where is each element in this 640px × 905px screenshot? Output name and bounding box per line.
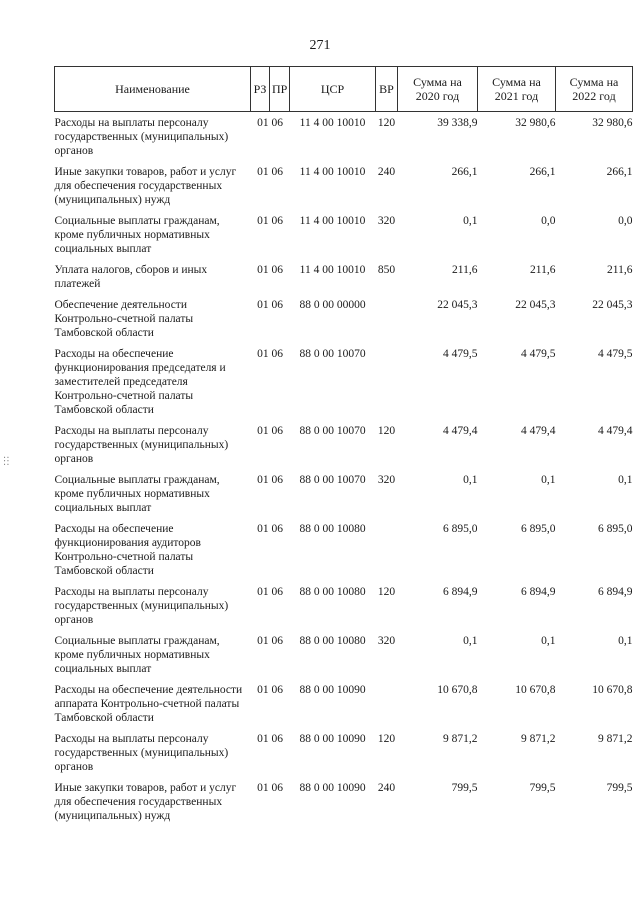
row-sum-2022-cell: 32 980,6 — [592, 117, 633, 129]
row-sum-2021-cell: 0,1 — [541, 474, 556, 486]
row-sum-2021-cell: 9 871,2 — [521, 733, 556, 745]
row-name-cell: Расходы на выплаты персоналу государственных (муниципальных) органов — [54, 425, 229, 465]
row-rzpr-cell: 01 06 — [257, 635, 283, 647]
header-sum-2022: Сумма на 2022 год — [556, 67, 633, 112]
row-sum-2022-cell: 10 670,8 — [592, 684, 633, 696]
header-name: Наименование — [55, 67, 251, 112]
table-row — [55, 210, 633, 259]
row-csr-cell: 88 0 00 10070 — [299, 348, 366, 360]
row-name-cell: Расходы на выплаты персоналу государственных (муниципальных) органов — [54, 117, 229, 157]
row-sum-2022-cell: 22 045,3 — [592, 299, 633, 311]
table-row — [55, 728, 633, 777]
row-name-cell: Социальные выплаты гражданам, кроме публичных нормативных социальных выплат — [54, 215, 220, 255]
table-row — [55, 630, 633, 679]
row-sum-2020-cell: 211,6 — [452, 264, 478, 276]
table-row — [55, 343, 633, 420]
row-vr-cell — [376, 294, 398, 343]
row-vr-cell: 120 — [377, 586, 396, 598]
row-sum-2022-cell: 6 895,0 — [598, 523, 633, 535]
row-sum-2020-cell: 22 045,3 — [437, 299, 478, 311]
row-rzpr-cell: 01 06 — [257, 733, 283, 745]
row-sum-2022-cell: 799,5 — [606, 782, 633, 794]
row-sum-2021-cell: 22 045,3 — [515, 299, 556, 311]
row-sum-2020-cell: 4 479,4 — [443, 425, 478, 437]
row-rzpr-cell: 01 06 — [257, 474, 283, 486]
row-name-cell: Обеспечение деятельности Контрольно-счетной палаты Тамбовской области — [54, 299, 194, 339]
table-row — [55, 469, 633, 518]
row-csr-cell: 88 0 00 10090 — [299, 684, 366, 696]
row-sum-2021-cell: 4 479,4 — [521, 425, 556, 437]
row-csr-cell: 88 0 00 00000 — [299, 299, 366, 311]
budget-table — [54, 66, 633, 826]
row-name-cell: Расходы на выплаты персоналу государственных (муниципальных) органов — [54, 733, 229, 773]
row-csr-cell: 11 4 00 10010 — [299, 264, 366, 276]
page-number: 271 — [309, 38, 331, 53]
row-rzpr-cell: 01 06 — [257, 782, 283, 794]
table-row — [55, 259, 633, 294]
row-sum-2022-cell: 0,0 — [618, 215, 633, 227]
row-sum-2021-cell: 10 670,8 — [515, 684, 556, 696]
row-vr-cell: 120 — [377, 117, 396, 129]
row-rzpr-cell: 01 06 — [257, 299, 283, 311]
row-rzpr-cell: 01 06 — [257, 348, 283, 360]
table-row — [55, 420, 633, 469]
header-pr: ПР — [270, 67, 290, 112]
row-rzpr-cell: 01 06 — [257, 425, 283, 437]
row-csr-cell: 88 0 00 10080 — [299, 635, 366, 647]
row-name-cell: Расходы на выплаты персоналу государственных (муниципальных) органов — [54, 586, 229, 626]
row-sum-2020-cell: 0,1 — [463, 215, 478, 227]
row-vr-cell — [376, 679, 398, 728]
row-csr-cell: 88 0 00 10080 — [299, 586, 366, 598]
row-sum-2020-cell: 799,5 — [451, 782, 478, 794]
row-sum-2021-cell: 266,1 — [529, 166, 556, 178]
table-row — [55, 777, 633, 826]
row-rzpr-cell: 01 06 — [257, 117, 283, 129]
row-csr-cell: 88 0 00 10080 — [299, 523, 366, 535]
table-row — [55, 294, 633, 343]
row-sum-2022-cell: 4 479,4 — [598, 425, 633, 437]
row-rzpr-cell: 01 06 — [257, 586, 283, 598]
header-csr: ЦСР — [290, 67, 376, 112]
row-rzpr-cell: 01 06 — [257, 684, 283, 696]
table-header-row — [55, 67, 633, 112]
table-row — [55, 161, 633, 210]
row-name-cell: Иные закупки товаров, работ и услуг для обеспечения государственных (муниципальных) нужд — [54, 782, 237, 822]
row-name-cell: Расходы на обеспечение функционирования председателя и заместителей председателя Контрольно-счетной палаты Тамбовской области — [54, 348, 226, 416]
row-sum-2021-cell: 0,1 — [541, 635, 556, 647]
row-sum-2022-cell: 9 871,2 — [598, 733, 633, 745]
row-sum-2022-cell: 0,1 — [618, 635, 633, 647]
row-name-cell: Расходы на обеспечение деятельности аппарата Контрольно-счетной палаты Тамбовской области — [54, 684, 243, 724]
row-sum-2020-cell: 39 338,9 — [437, 117, 478, 129]
row-vr-cell: 320 — [377, 474, 396, 486]
row-rzpr-cell: 01 06 — [257, 264, 283, 276]
row-vr-cell: 120 — [377, 733, 396, 745]
row-sum-2022-cell: 266,1 — [606, 166, 633, 178]
header-sum-2021: Сумма на 2021 год — [478, 67, 556, 112]
row-sum-2021-cell: 6 895,0 — [521, 523, 556, 535]
row-csr-cell: 11 4 00 10010 — [299, 215, 366, 227]
table-row — [55, 112, 633, 162]
row-vr-cell: 320 — [377, 635, 396, 647]
margin-mark: ::: — [2, 456, 12, 467]
row-csr-cell: 88 0 00 10070 — [299, 474, 366, 486]
row-sum-2021-cell: 32 980,6 — [515, 117, 556, 129]
row-sum-2020-cell: 9 871,2 — [443, 733, 478, 745]
row-sum-2021-cell: 0,0 — [541, 215, 556, 227]
row-sum-2021-cell: 799,5 — [529, 782, 556, 794]
header-rz: РЗ — [251, 67, 270, 112]
row-sum-2021-cell: 6 894,9 — [521, 586, 556, 598]
row-name-cell: Иные закупки товаров, работ и услуг для обеспечения государственных (муниципальных) нужд — [54, 166, 237, 206]
row-name-cell: Социальные выплаты гражданам, кроме публичных нормативных социальных выплат — [54, 474, 220, 514]
row-sum-2021-cell: 4 479,5 — [521, 348, 556, 360]
row-sum-2020-cell: 0,1 — [463, 635, 478, 647]
row-rzpr-cell: 01 06 — [257, 166, 283, 178]
row-vr-cell: 850 — [377, 264, 396, 276]
row-csr-cell: 11 4 00 10010 — [299, 166, 366, 178]
row-vr-cell: 240 — [377, 782, 396, 794]
table-row — [55, 679, 633, 728]
row-name-cell: Расходы на обеспечение функционирования аудиторов Контрольно-счетной палаты Тамбовской области — [54, 523, 201, 577]
row-sum-2022-cell: 4 479,5 — [598, 348, 633, 360]
row-vr-cell: 320 — [377, 215, 396, 227]
table-row — [55, 581, 633, 630]
row-rzpr-cell: 01 06 — [257, 215, 283, 227]
row-name-cell: Социальные выплаты гражданам, кроме публичных нормативных социальных выплат — [54, 635, 220, 675]
row-rzpr-cell: 01 06 — [257, 523, 283, 535]
row-sum-2021-cell: 211,6 — [530, 264, 556, 276]
header-vr: ВР — [376, 67, 398, 112]
row-csr-cell: 11 4 00 10010 — [299, 117, 366, 129]
row-csr-cell: 88 0 00 10090 — [299, 782, 366, 794]
row-sum-2022-cell: 0,1 — [618, 474, 633, 486]
row-sum-2022-cell: 6 894,9 — [598, 586, 633, 598]
table-body — [55, 112, 633, 827]
row-sum-2020-cell: 10 670,8 — [437, 684, 478, 696]
row-vr-cell — [376, 518, 398, 581]
row-sum-2020-cell: 266,1 — [451, 166, 478, 178]
row-sum-2020-cell: 4 479,5 — [443, 348, 478, 360]
budget-table-container — [54, 66, 632, 826]
row-csr-cell: 88 0 00 10090 — [299, 733, 366, 745]
row-name-cell: Уплата налогов, сборов и иных платежей — [54, 264, 208, 290]
row-csr-cell: 88 0 00 10070 — [299, 425, 366, 437]
row-vr-cell — [376, 343, 398, 420]
row-vr-cell: 240 — [377, 166, 396, 178]
row-sum-2022-cell: 211,6 — [607, 264, 633, 276]
row-sum-2020-cell: 6 894,9 — [443, 586, 478, 598]
table-row — [55, 518, 633, 581]
header-sum-2020: Сумма на 2020 год — [398, 67, 478, 112]
row-vr-cell: 120 — [377, 425, 396, 437]
row-sum-2020-cell: 0,1 — [463, 474, 478, 486]
row-sum-2020-cell: 6 895,0 — [443, 523, 478, 535]
